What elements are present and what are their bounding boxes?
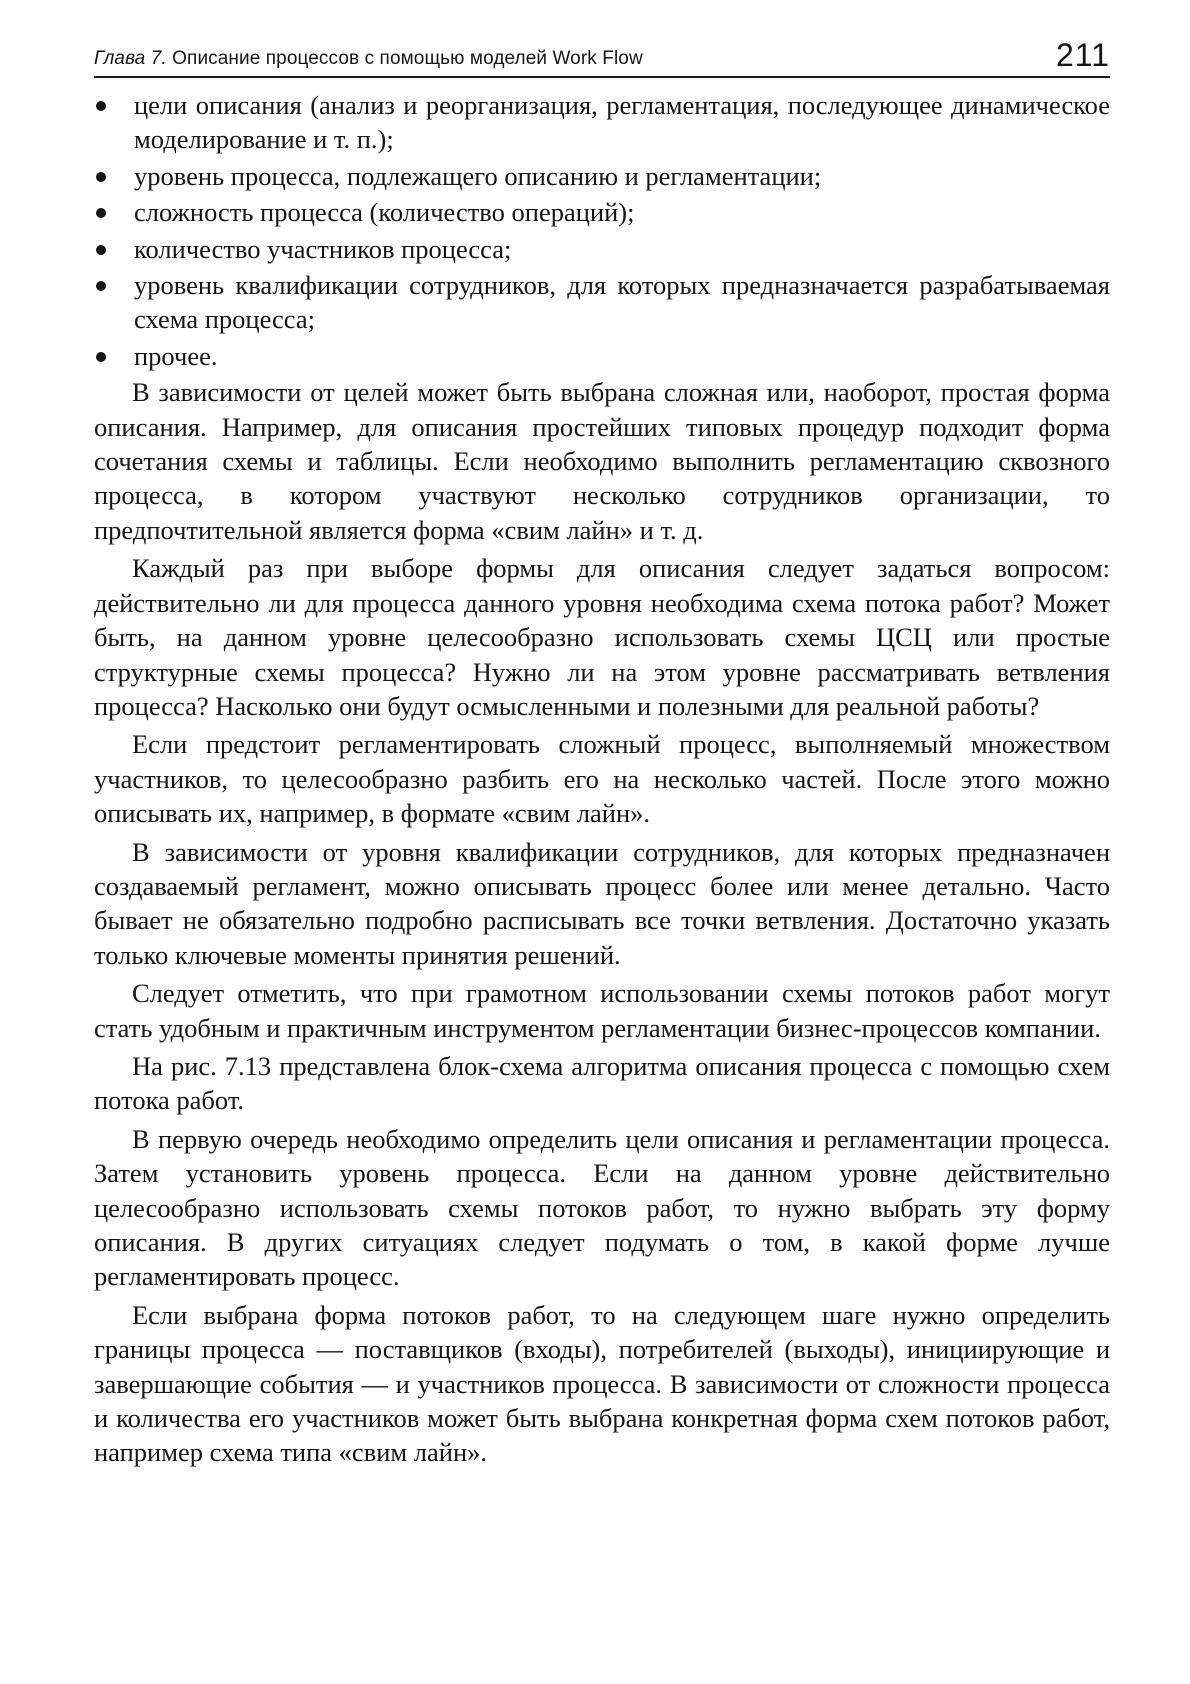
chapter-label: Глава 7. xyxy=(94,48,167,69)
list-item xyxy=(94,232,1110,266)
running-header xyxy=(94,34,1110,78)
list-item-text: цели описания (анализ и реорганизация, регламентация, последующее динамическое моделирование и т. п.); xyxy=(134,90,1110,155)
bullet-icon xyxy=(96,352,106,362)
list-item xyxy=(94,195,1110,229)
bullet-icon xyxy=(96,208,106,218)
chapter-title: Описание процессов с помощью моделей Work Flow xyxy=(172,48,643,69)
paragraph: В первую очередь необходимо определить цели описания и регламентации процесса. Затем установить уровень процесса. Если на данном уровне действительно целесообразно использовать схемы потоков работ, то нужно выбрать эту форму описания. В других ситуациях следует подумать о том, в какой форме лучше регламентировать процесс. xyxy=(94,1123,1110,1292)
list-item-text: сложность процесса (количество операций); xyxy=(134,197,635,228)
body-text xyxy=(94,88,1110,1470)
paragraph: Следует отметить, что при грамотном использовании схемы потоков работ могут стать удобным и практичным инструментом регламентации бизнес-процессов компании. xyxy=(94,978,1110,1043)
bullet-icon xyxy=(96,281,106,291)
paragraph: На рис. 7.13 представлена блок-схема алгоритма описания процесса с помощью схем потока работ. xyxy=(94,1050,1110,1116)
paragraph: В зависимости от уровня квалификации сотрудников, для которых предназначен создаваемый регламент, можно описывать процесс более или менее детально. Часто бывает не обязательно подробно расписывать все точки ветвления. Достаточно указать только ключевые моменты принятия решений. xyxy=(94,836,1110,970)
paragraph: Если выбрана форма потоков работ, то на следующем шаге нужно определить границы процесса — поставщиков (входы), потребителей (выходы), инициирующие и завершающие события — и участников процесса. В зависимости от сложности процесса и количества его участников может быть выбрана конкретная форма схем потоков работ, например схема типа «свим лайн». xyxy=(94,1299,1110,1468)
paragraph: Каждый раз при выборе формы для описания следует задаться вопросом: действительно ли для процесса данного уровня необходима схема потока работ? Может быть, на данном уровне целесообразно использовать схемы ЦСЦ или простые структурные схемы процесса? Нужно ли на этом уровне рассматривать ветвления процесса? Насколько они будут осмысленными и полезными для реальной работы? xyxy=(94,553,1110,721)
chapter-heading xyxy=(94,48,643,70)
list-item xyxy=(94,339,1110,373)
bullet-icon xyxy=(96,245,106,255)
list-item xyxy=(94,88,1110,157)
list-item xyxy=(94,159,1110,193)
list-item-text: прочее. xyxy=(134,340,218,371)
book-page xyxy=(94,34,1110,1474)
list-item-text: уровень квалификации сотрудников, для которых предназначается разрабатываемая схема процесса; xyxy=(134,270,1110,335)
bullet-icon xyxy=(96,101,106,111)
list-item-text: уровень процесса, подлежащего описанию и регламентации; xyxy=(134,160,822,191)
paragraph: В зависимости от целей может быть выбрана сложная или, наоборот, простая форма описания. Например, для описания простейших типовых процедур подходит форма сочетания схемы и таблицы. Если необходимо выполнить регламентацию сквозного процесса, в котором участвуют несколько сотрудников организации, то предпочтительной является форма «свим лайн» и т. д. xyxy=(94,377,1110,545)
paragraph: Если предстоит регламентировать сложный процесс, выполняемый множеством участников, то целесообразно разбить его на несколько частей. После этого можно описывать их, например, в формате «свим лайн». xyxy=(94,729,1110,829)
list-item-text: количество участников процесса; xyxy=(134,233,512,264)
bullet-icon xyxy=(96,172,106,182)
list-item xyxy=(94,268,1110,337)
page-number: 211 xyxy=(1055,37,1110,73)
criteria-list xyxy=(94,88,1110,373)
